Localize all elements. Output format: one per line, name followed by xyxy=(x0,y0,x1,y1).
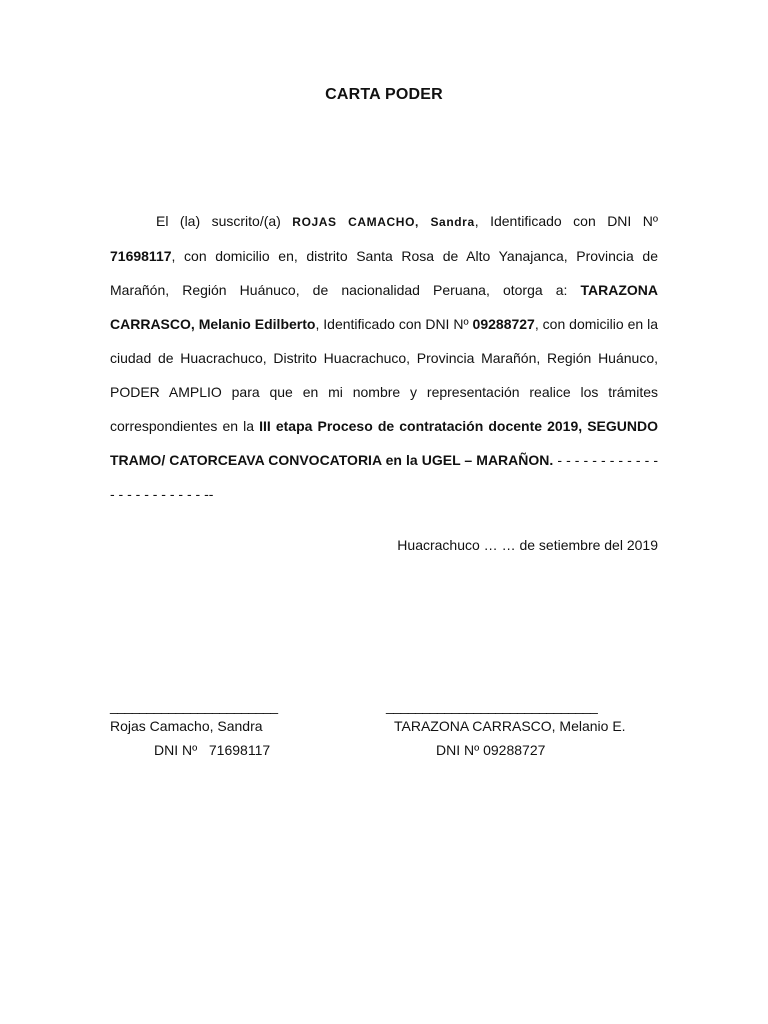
date-line: Huacrachuco … … de setiembre del 2019 xyxy=(397,537,658,553)
paragraph-attorney-id-text: , Identificado con DNI Nº xyxy=(315,316,473,332)
attorney-name: TARAZONA CARRASCO, Melanio Edilberto xyxy=(110,282,658,332)
signature-block-grantor xyxy=(110,696,350,760)
signature-dni: DNI Nº 71698117 xyxy=(154,742,271,758)
body-paragraph xyxy=(110,204,658,511)
signature-block-attorney xyxy=(386,696,658,760)
signature-line: _______________________ xyxy=(110,698,278,714)
signature-line: _____________________________ xyxy=(386,698,598,714)
grantor-dni: 71698117 xyxy=(110,248,172,264)
attorney-dni: 09288727 xyxy=(472,316,535,332)
paragraph-id-text: , Identificado con DNI Nº xyxy=(474,213,658,229)
document-title: CARTA PODER xyxy=(325,86,443,103)
paragraph-power-text: , con domicilio en la ciudad de Huacrachuco, Distrito Huacrachuco, Provincia Marañón, Región Huánuco, PODER AMPLIO para que en mi nombre y representación realice los trámites correspondientes en la xyxy=(110,316,658,434)
signature-name: TARAZONA CARRASCO, Melanio E. xyxy=(394,718,626,734)
signature-dni: DNI Nº 09288727 xyxy=(436,742,546,758)
signature-name: Rojas Camacho, Sandra xyxy=(110,718,263,734)
paragraph-domicile-text: , con domicilio en, distrito Santa Rosa de Alto Yanajanca, Provincia de Marañón, Región Huánuco, de nacionalidad Peruana, otorga a: xyxy=(110,248,658,298)
paragraph-intro: El (la) suscrito/(a) xyxy=(156,213,293,229)
paragraph-trailer-dashes: - - - - - - - - - - - - - - - - - - - - - - - -- xyxy=(110,452,658,502)
grantor-name: ROJAS CAMACHO, Sandra xyxy=(292,215,475,229)
purpose-text: III etapa Proceso de contratación docente 2019, SEGUNDO TRAMO/ CATORCEAVA CONVOCATORIA en la UGEL – MARAÑON. xyxy=(110,418,658,468)
